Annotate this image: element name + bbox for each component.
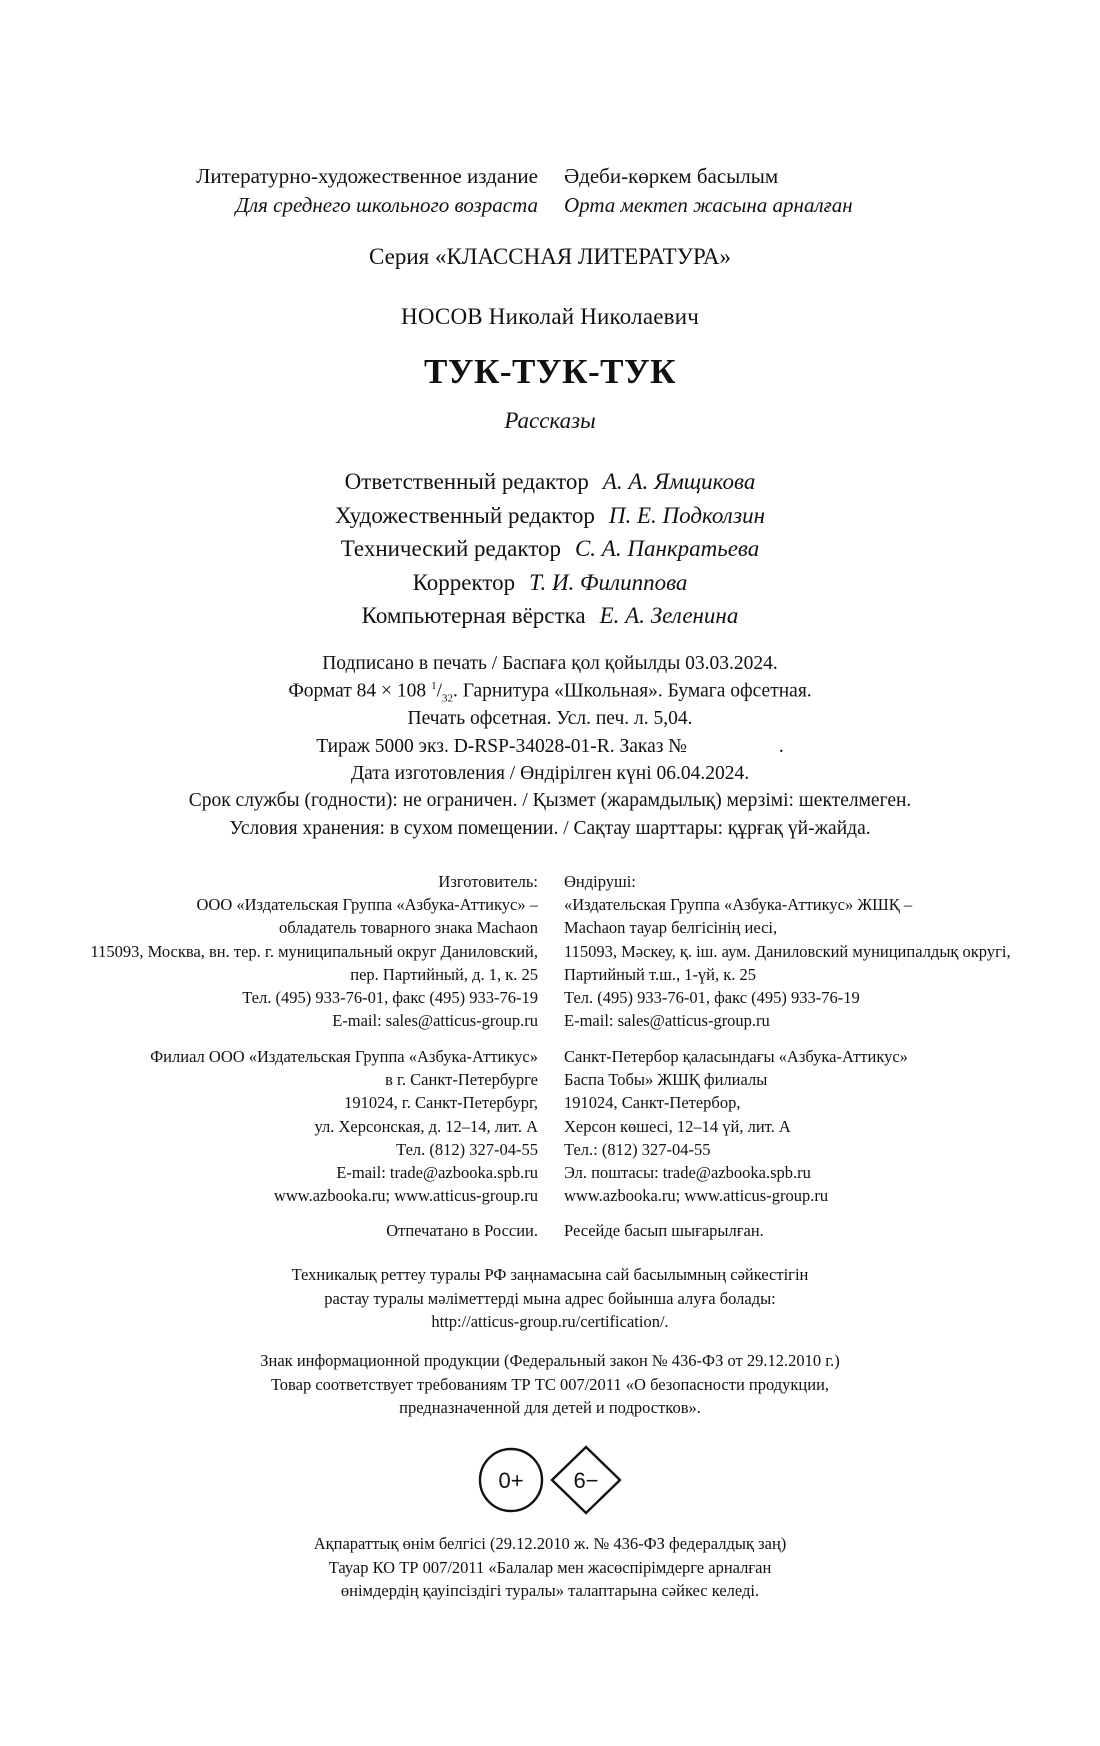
certification-line: растау туралы мәліметтерді мына адрес бойынша алуға болады:	[324, 1288, 776, 1308]
origin-kz: Ресейде басып шығарылған.	[564, 1221, 764, 1240]
staff-role: Корректор	[412, 570, 516, 595]
age-6-diamond-mark	[552, 1447, 620, 1513]
staff-name: Т. И. Филиппова	[529, 570, 688, 595]
origin-ru: Отпечатано в России.	[386, 1221, 538, 1240]
edition-type-kz: Әдеби-көркем басылым	[564, 164, 779, 188]
branch-line: 191024, г. Санкт-Петербург,	[344, 1093, 538, 1113]
manufacturer-line: обладатель товарного знака Machaon	[279, 918, 538, 938]
manufacturer-line: ООО «Издательская Группа «Азбука-Аттикус» –	[196, 895, 538, 915]
branch-line: Баспа Тобы» ЖШҚ филиалы	[564, 1070, 768, 1090]
branch-line: E-mail: trade@azbooka.spb.ru	[336, 1163, 538, 1183]
age-group-ru: Для среднего школьного возраста	[235, 193, 538, 217]
branch-kz	[564, 1045, 908, 1207]
manufacturer-line: Тел. (495) 933-76-01, факс (495) 933-76-19	[242, 988, 538, 1008]
staff-line	[0, 503, 1100, 529]
branch-line: Эл. поштасы: trade@azbooka.spb.ru	[564, 1163, 811, 1183]
branch-line: Херсон көшесі, 12–14 үй, лит. А	[564, 1116, 791, 1136]
law-kz-block	[0, 1532, 1100, 1603]
staff-role: Художественный редактор	[334, 503, 595, 528]
staff-line	[0, 570, 1100, 596]
staff-role: Технический редактор	[340, 536, 561, 561]
header-left	[196, 162, 538, 220]
manufacturer-line: «Издательская Группа «Азбука-Аттикус» ЖШҚ –	[564, 895, 913, 915]
branch-line: Санкт-Петербор қаласындағы «Азбука-Аттикус»	[564, 1047, 908, 1066]
staff-line	[0, 536, 1100, 562]
manufacturer-line: E-mail: sales@atticus-group.ru	[332, 1011, 538, 1031]
author-name: НОСОВ Николай Николаевич	[401, 304, 699, 329]
branch-line: Филиал ООО «Издательская Группа «Азбука-Аттикус»	[150, 1047, 538, 1066]
manufacturer-line: 115093, Москва, вн. тер. г. муниципальный округ Даниловский,	[90, 941, 538, 961]
manufacturer-ru	[90, 870, 538, 1032]
staff-name: С. А. Панкратьева	[574, 536, 760, 561]
branch-line: www.azbooka.ru; www.atticus-group.ru	[273, 1186, 538, 1206]
manufacturer-line: Тел. (495) 933-76-01, факс (495) 933-76-19	[564, 988, 860, 1008]
signed-date: Подписано в печать / Баспаға қол қойылды 03.03.2024.	[322, 653, 778, 674]
staff-line	[0, 603, 1100, 629]
staff-name: П. Е. Подколзин	[608, 503, 765, 528]
certification-block	[0, 1263, 1100, 1334]
law-ru-line: Товар соответствует требованиям ТР ТС 007/2011 «О безопасности продукции,	[270, 1374, 830, 1394]
branch-ru	[150, 1045, 538, 1207]
manufacturer-line: Өндіруші:	[564, 872, 636, 891]
format-numerator: 1	[431, 680, 437, 692]
staff-name: А. А. Ямщикова	[602, 469, 756, 494]
header-right	[564, 162, 853, 220]
branch-line: www.azbooka.ru; www.atticus-group.ru	[564, 1186, 829, 1206]
printing-line: Печать офсетная. Усл. печ. л. 5,04.	[407, 708, 693, 729]
manufacturer-line: Партийный т.ш., 1-үй, к. 25	[564, 964, 757, 984]
series-name: Серия «КЛАССНАЯ ЛИТЕРАТУРА»	[369, 244, 731, 269]
shelf-life: Срок службы (годности): не ограничен. / Қызмет (жарамдылық) мерзімі: шектелмеген.	[188, 790, 912, 811]
run-line	[0, 736, 1100, 758]
edition-type-ru: Литературно-художественное издание	[196, 164, 538, 188]
storage-conditions: Условия хранения: в сухом помещении. / Сақтау шарттары: құрғақ үй-жайда.	[229, 818, 871, 839]
branch-line: в г. Санкт-Петербурге	[385, 1070, 538, 1090]
manufacturer-line: пер. Партийный, д. 1, к. 25	[350, 964, 538, 984]
branch-line: Тел.: (812) 327-04-55	[564, 1139, 711, 1159]
branch-line: Тел. (812) 327-04-55	[396, 1139, 538, 1159]
staff-role: Ответственный редактор	[344, 469, 589, 494]
manufacturer-line: Изготовитель:	[438, 872, 538, 891]
law-kz-line: Тауар КО ТР 007/2011 «Балалар мен жасөспірімдерге арналған	[328, 1557, 772, 1577]
law-ru-line: Знак информационной продукции (Федеральный закон № 436-ФЗ от 29.12.2010 г.)	[260, 1351, 840, 1370]
manufacturer-line: E-mail: sales@atticus-group.ru	[564, 1011, 770, 1031]
law-ru-block	[0, 1349, 1100, 1420]
certification-url: http://atticus-group.ru/certification/.	[431, 1312, 669, 1331]
manufacturer-line: Machaon тауар белгісінің иесі,	[564, 918, 778, 938]
manufacturer-kz	[564, 870, 1011, 1032]
certification-line: Техникалық реттеу туралы РФ заңнамасына сай басылымның сәйкестігін	[291, 1265, 809, 1284]
format-denominator: 32	[441, 692, 453, 705]
made-date: Дата изготовления / Өндірілген күні 06.04.2024.	[350, 763, 750, 784]
law-ru-line: предназначенной для детей и подростков».	[399, 1398, 701, 1417]
age-6-label: 6−	[573, 1468, 599, 1493]
book-title: ТУК-ТУК-ТУК	[423, 352, 677, 391]
age-0-label: 0+	[498, 1468, 524, 1493]
branch-line: ул. Херсонская, д. 12–14, лит. А	[314, 1116, 538, 1136]
age-rating-marks	[478, 1444, 624, 1516]
law-kz-line: өнімдердің қауіпсіздігі туралы» талаптарына сәйкес келеді.	[340, 1581, 760, 1600]
book-subtitle: Рассказы	[504, 408, 596, 433]
age-group-kz: Орта мектеп жасына арналған	[564, 193, 853, 217]
format-suffix: . Гарнитура «Школьная». Бумага офсетная.	[452, 680, 812, 702]
staff-name: Е. А. Зеленина	[599, 603, 739, 628]
format-prefix: Формат 84 × 108	[288, 680, 427, 702]
staff-role: Компьютерная вёрстка	[361, 603, 586, 628]
law-kz-line: Ақпараттық өнім белгісі (29.12.2010 ж. № 436-ФЗ федералдық заң)	[313, 1534, 787, 1553]
staff-line	[0, 469, 1100, 495]
run-prefix: Тираж 5000 экз. D-RSP-34028-01-R. Заказ №	[316, 736, 687, 757]
age-0-circle-mark	[480, 1449, 542, 1511]
run-suffix: .	[778, 736, 784, 757]
manufacturer-line: 115093, Мәскеу, қ. іш. аум. Даниловский муниципалдық округі,	[564, 941, 1011, 961]
format-line: Формат 84 × 108 $^1/_{32}$. Гарнитура «Школьная». Бумага офсетная.	[288, 680, 812, 705]
branch-line: 191024, Санкт-Петербор,	[564, 1093, 741, 1113]
